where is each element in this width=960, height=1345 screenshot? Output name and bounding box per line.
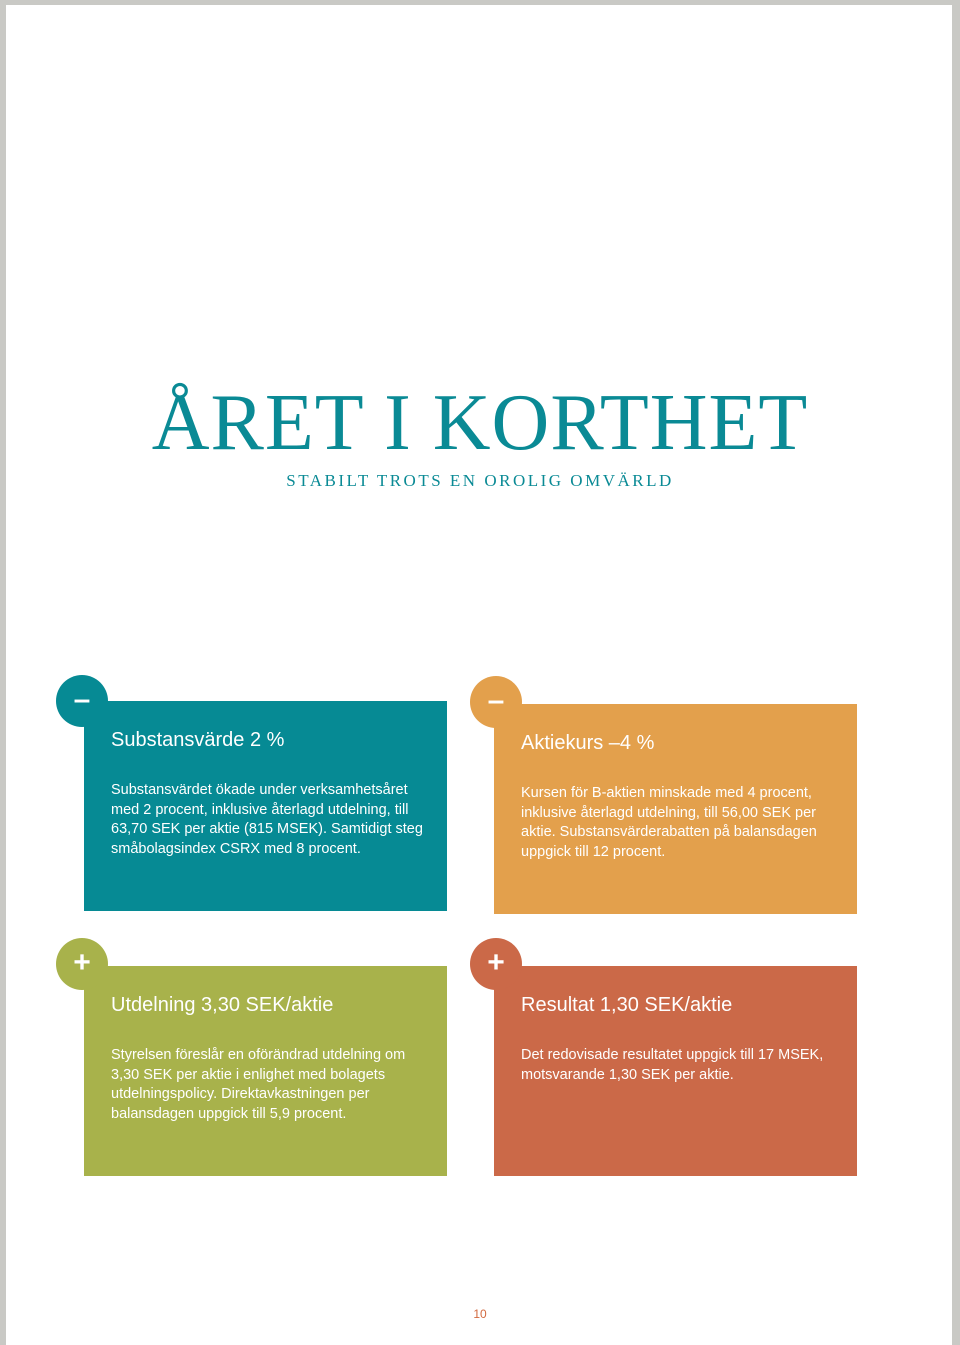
page-frame-right xyxy=(952,0,960,1345)
card-utdelning xyxy=(84,966,447,1176)
page-number: 10 xyxy=(473,1307,487,1321)
card-heading: Resultat 1,30 SEK/aktie xyxy=(521,994,733,1016)
card-heading: Utdelning 3,30 SEK/aktie xyxy=(111,994,334,1016)
page-title: ÅRET I KORTHET xyxy=(151,379,809,467)
card-heading: Aktiekurs –4 % xyxy=(521,732,655,754)
plus-badge-icon: + xyxy=(56,938,108,990)
page-frame-top xyxy=(0,0,960,5)
card-body: Substansvärdet ökade under verksamhetsåret med 2 procent, inklusive återlagd utdelning, till 63,70 SEK per aktie (815 MSEK). Samtidigt steg småbolagsindex CSRX med 8 procent. xyxy=(111,782,423,857)
plus-badge-icon: + xyxy=(470,938,522,990)
page-subtitle: STABILT TROTS EN OROLIG OMVÄRLD xyxy=(286,471,674,490)
card-resultat xyxy=(494,966,857,1176)
card-body: Kursen för B-aktien minskade med 4 procent, inklusive återlagd utdelning, till 56,00 SEK per aktie. Substansvärderabatten på balansdagen uppgick till 12 procent. xyxy=(521,785,817,860)
minus-badge-icon: – xyxy=(470,676,522,728)
card-substansvarde xyxy=(84,701,447,911)
card-body: Det redovisade resultatet uppgick till 17 MSEK, motsvarande 1,30 SEK per aktie. xyxy=(521,1047,824,1083)
minus-badge-icon: – xyxy=(56,675,108,727)
card-heading: Substansvärde 2 % xyxy=(111,729,285,751)
card-body: Styrelsen föreslår en oförändrad utdelning om 3,30 SEK per aktie i enlighet med bolagets utdelningspolicy. Direktavkastningen per balansdagen uppgick till 5,9 procent. xyxy=(111,1047,406,1122)
page-frame-left xyxy=(0,0,6,1345)
card-aktiekurs xyxy=(494,704,857,914)
